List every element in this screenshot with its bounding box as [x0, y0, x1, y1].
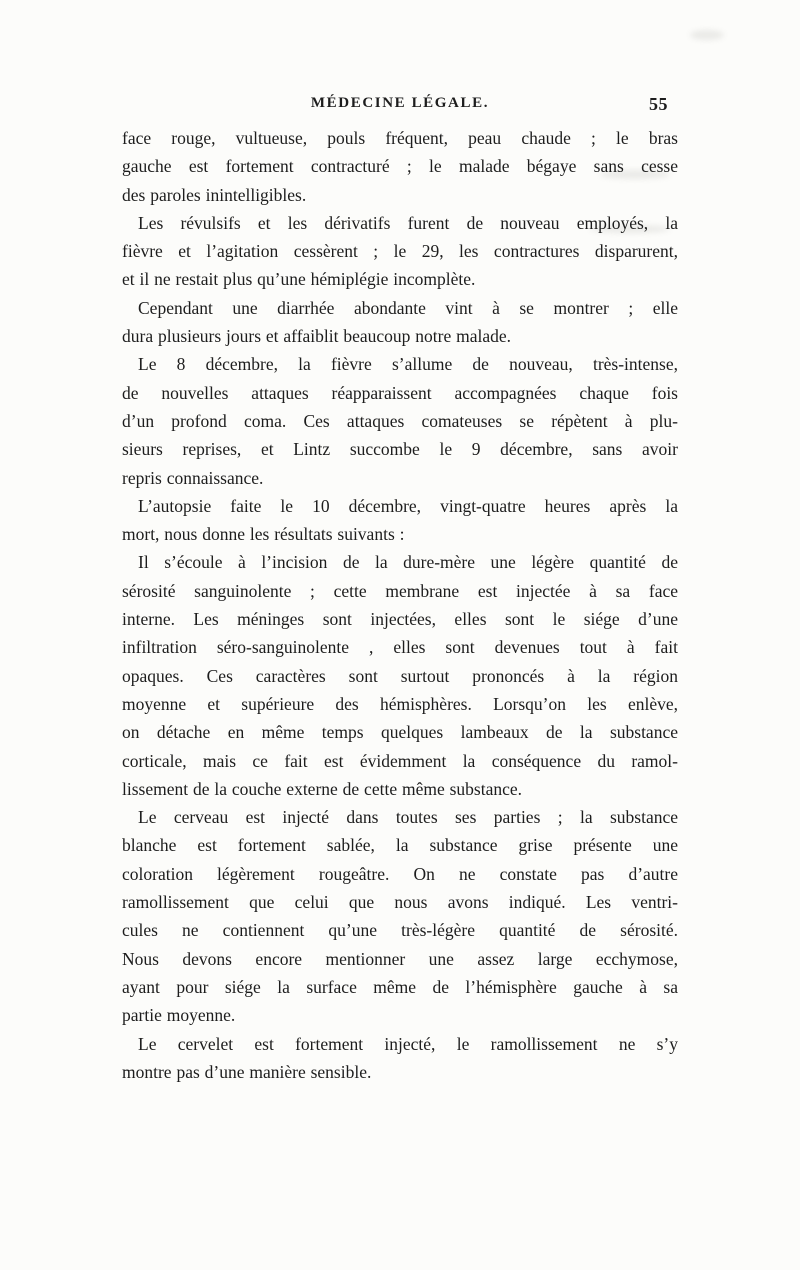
- paragraph: [122, 492, 678, 549]
- text-line: et il ne restait plus qu’une hémiplégie incomplète.: [122, 269, 476, 290]
- text-line: des paroles inintelligibles.: [122, 184, 307, 205]
- page-body: [122, 124, 678, 1086]
- text-line: coloration légèrement rougeâtre. On ne constate pas d’autre: [122, 863, 678, 884]
- text-line: montre pas d’une manière sensible.: [122, 1061, 372, 1082]
- text-line: on détache en même temps quelques lambeaux de la substance: [122, 722, 678, 743]
- text-line: dura plusieurs jours et affaiblit beaucoup notre malade.: [122, 326, 512, 347]
- text-line: Les révulsifs et les dérivatifs furent de nouveau employés, la: [138, 212, 678, 233]
- text-line: de nouvelles attaques réapparaissent accompagnées chaque fois: [122, 382, 678, 403]
- running-title: MÉDECINE LÉGALE.: [310, 95, 490, 111]
- text-line: corticale, mais ce fait est évidemment la conséquence du ramol-: [122, 750, 678, 771]
- page-number: 55: [649, 94, 668, 114]
- text-line: lissement de la couche externe de cette même substance.: [122, 778, 523, 799]
- text-line: Cependant une diarrhée abondante vint à se montrer ; elle: [138, 297, 678, 318]
- text-line: face rouge, vultueuse, pouls fréquent, peau chaude ; le bras: [122, 128, 678, 148]
- paragraph: [122, 803, 678, 1029]
- text-line: Nous devons encore mentionner une assez large ecchymose,: [122, 948, 678, 969]
- text-line: L’autopsie faite le 10 décembre, vingt-quatre heures après la: [138, 495, 678, 516]
- text-line: cules ne contiennent qu’une très-légère quantité de sérosité.: [122, 920, 678, 941]
- paragraph: [122, 1030, 678, 1087]
- text-line: Le cervelet est fortement injecté, le ramollissement ne s’y: [138, 1033, 678, 1054]
- text-line: moyenne et supérieure des hémisphères. Lorsqu’on les enlève,: [122, 693, 678, 714]
- text-line: blanche est fortement sablée, la substance grise présente une: [122, 835, 678, 856]
- paragraph: [122, 294, 678, 351]
- paragraph: [122, 209, 678, 294]
- text-line: mort, nous donne les résultats suivants :: [122, 524, 405, 545]
- text-line: gauche est fortement contracturé ; le malade bégaye sans cesse: [122, 156, 678, 177]
- text-line: Le 8 décembre, la fièvre s’allume de nouveau, très-intense,: [138, 354, 678, 375]
- text-line: sérosité sanguinolente ; cette membrane est injectée à sa face: [122, 580, 678, 601]
- text-line: sieurs reprises, et Lintz succombe le 9 décembre, sans avoir: [122, 439, 678, 460]
- text-line: d’un profond coma. Ces attaques comateuses se répètent à plu-: [122, 410, 678, 431]
- text-line: Il s’écoule à l’incision de la dure-mère une légère quantité de: [138, 552, 678, 573]
- text-line: opaques. Ces caractères sont surtout prononcés à la région: [122, 665, 678, 686]
- running-header: [122, 95, 678, 117]
- scan-artifact: [690, 30, 724, 40]
- text-line: interne. Les méninges sont injectées, elles sont le siége d’une: [122, 609, 678, 630]
- text-line: fièvre et l’agitation cessèrent ; le 29, les contractures disparurent,: [122, 241, 678, 262]
- paragraph: [122, 548, 678, 803]
- text-line: Le cerveau est injecté dans toutes ses parties ; la substance: [138, 807, 678, 828]
- text-line: ramollissement que celui que nous avons indiqué. Les ventri-: [122, 892, 678, 913]
- text-line: ayant pour siége la surface même de l’hémisphère gauche à sa: [122, 976, 678, 997]
- paragraph: [122, 350, 678, 491]
- text-line: infiltration séro-sanguinolente , elles sont devenues tout à fait: [122, 637, 678, 658]
- text-line: partie moyenne.: [122, 1005, 236, 1026]
- text-line: repris connaissance.: [122, 467, 264, 488]
- paragraph: [122, 124, 678, 209]
